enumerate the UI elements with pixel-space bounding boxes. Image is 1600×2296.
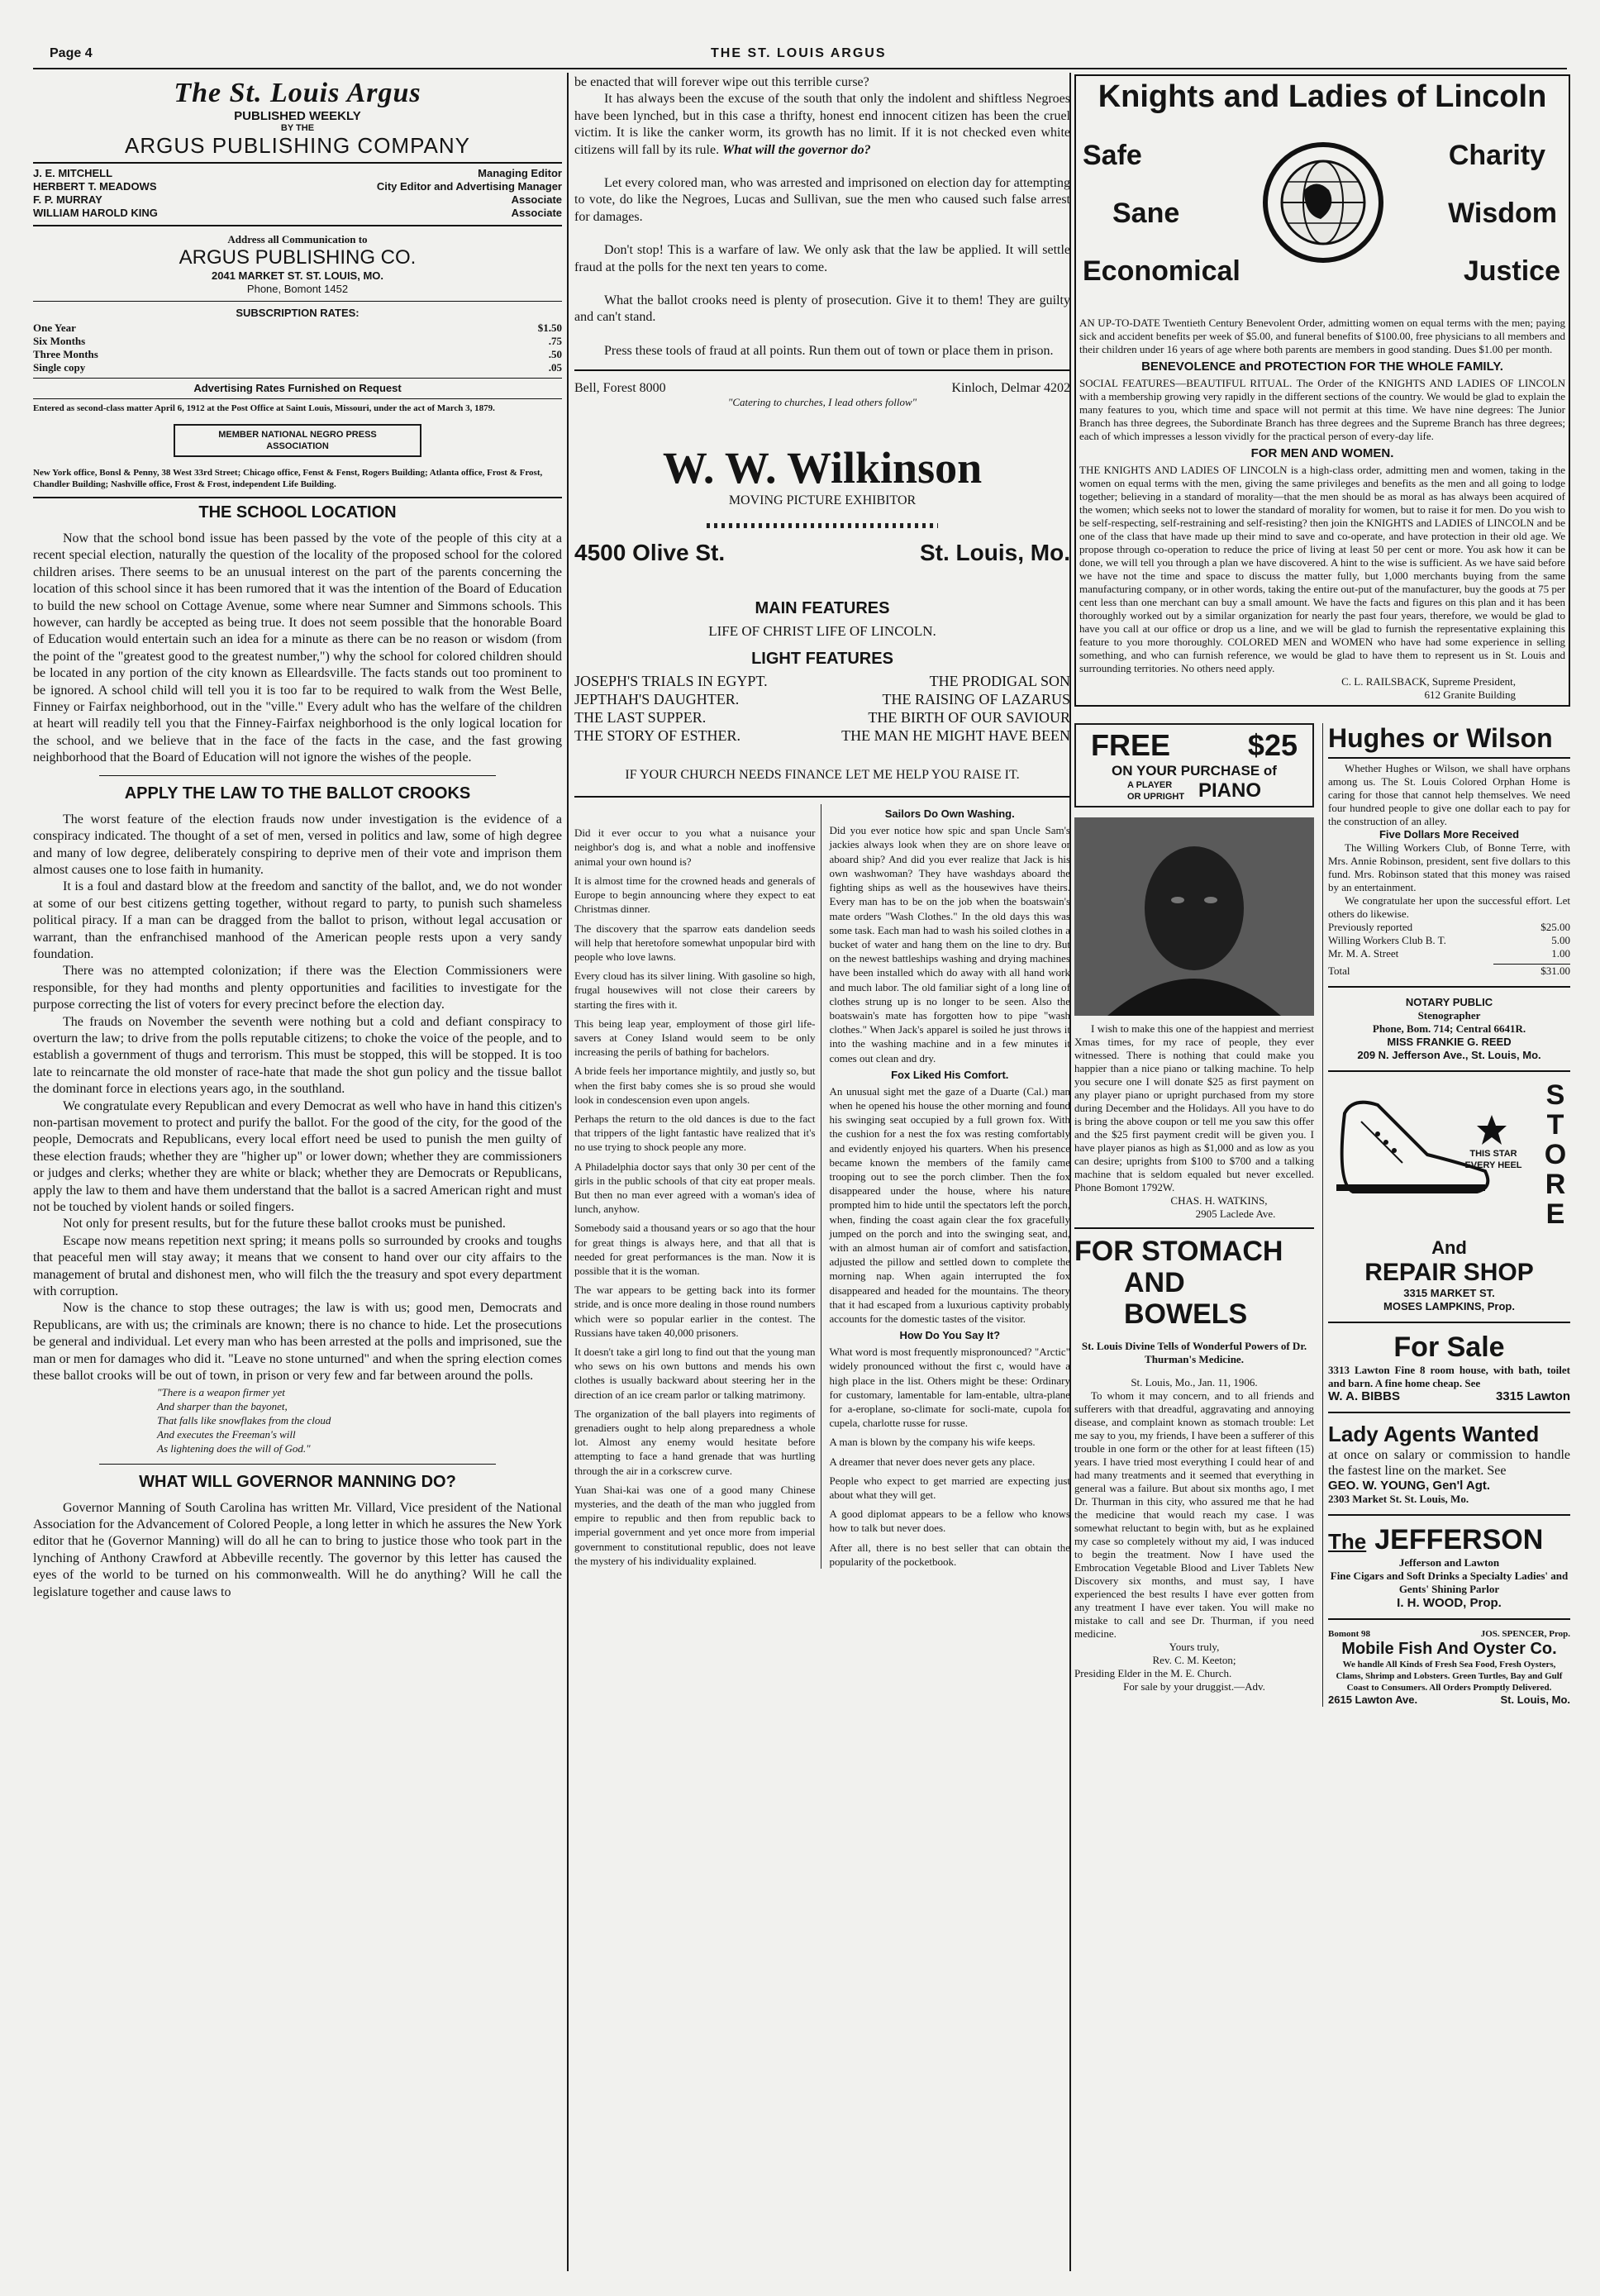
agents-body: at once on salary or commission to handle the fastest line on the market. See <box>1328 1448 1570 1478</box>
lower-left <box>1074 723 1314 1707</box>
saying: A dreamer that never does never gets any place. <box>829 1455 1036 1468</box>
staff-list <box>33 167 562 220</box>
fund-total: $31.00 <box>1540 965 1570 977</box>
jefferson-sub: Jefferson and Lawton <box>1398 1556 1500 1569</box>
header-rule <box>33 68 1567 69</box>
stomach-sig1: Rev. C. M. Keeton; <box>1152 1654 1236 1666</box>
fish-city: St. Louis, Mo. <box>1500 1693 1570 1706</box>
c2-p3: Let every colored man, who was arrested and imprisoned on election day for attempting to vote, do like the Negroes, Lucas and Sullivan, sue the men who caused such false arrest for damages. <box>574 176 1070 224</box>
poem-line: "There is a weapon firmer yet <box>157 1385 285 1398</box>
feature-item: JOSEPH'S TRIALS IN EGYPT. <box>574 673 768 690</box>
piano-purchase: ON YOUR PURCHASE of <box>1112 763 1277 779</box>
wilkinson-phone-right: Kinloch, Delmar 4202 <box>951 381 1070 396</box>
stomach-body: To whom it may concern, and to all friends and sufferers with that dreadful, aggravating and annoying disease, and complaint known as stomach trouble: Let me say to you, my friends, I have been a sufferer of this trouble in one form or the other for at least fifteen (15) years. I have tried most everything I could hear of and had many treatments and it seemed that everything in general was a failure. But about six months ago, I met Dr. Thurman in this city, who assured me that he had the medicine that would reach my case. I was somewhat reluctant to begin with, but as he explained my case so completely without my aid, I was induced to begin the treatment. Now I have used the Embrocation Vegetable Blood and Liver Tablets New Discovery six months, and must say, I have experienced the best results I have ever gotten from any treatment I have ever taken. You will make no mistake to call and see Dr. Thurman, if you need medicine. <box>1074 1389 1315 1640</box>
shoe-store-word: STORE <box>1544 1079 1567 1230</box>
c2-p1: be enacted that will forever wipe out this terrible curse? <box>574 75 869 89</box>
saying: People who expect to get married are expecting just about what they will get. <box>829 1474 1070 1502</box>
shoe-addr: 3315 MARKET ST. <box>1403 1287 1495 1299</box>
ballot-p3: There was no attempted colonization; if there was the Election Commissioners were responsible, for they had months and plenty opportunities and facilities to investigate for the purpose correcting the list of voters for every precinct before the election day. <box>33 964 562 1012</box>
piano-word: PIANO <box>1198 779 1261 802</box>
shoe-prop: MOSES LAMPKINS, Prop. <box>1383 1300 1515 1312</box>
notary-addr: 209 N. Jefferson Ave., St. Louis, Mo. <box>1357 1049 1541 1061</box>
address-label: Address all Communication to <box>227 233 368 245</box>
poem-line: That falls like snowflakes from the cloud <box>157 1413 331 1427</box>
wilkinson-name: W. W. Wilkinson <box>662 443 983 493</box>
ballot-p4: The frauds on November the seventh were nothing but a cold and defiant conspiracy to overturn the law; to drive from the polls reputable citizens; to choke the voice of the people, and to establish a government of thugs and terrorism. This must be stopped, this will be stopped. It is too late to reincarnate the old monster of race-hate that made the shot gun policy and the tissue ballot the dominant force in elections years ago, in the southland. <box>33 1014 562 1097</box>
lower-right <box>1322 723 1570 1707</box>
sub-term: Six Months <box>33 335 86 347</box>
lincoln-formen: FOR MEN AND WOMEN. <box>1250 446 1394 460</box>
c2-p5: What the ballot crooks need is plenty of prosecution. Give it to them! They are guilty and can't stand. <box>574 293 1070 325</box>
hughes-received: Five Dollars More Received <box>1379 828 1520 841</box>
staff-name: WILLIAM HAROLD KING <box>33 207 158 219</box>
fox-title: Fox Liked His Comfort. <box>891 1068 1009 1081</box>
misc-left <box>574 804 821 1569</box>
agents-title: Lady Agents Wanted <box>1328 1422 1540 1446</box>
lincoln-intro: AN UP-TO-DATE Twentieth Century Benevolent Order, admitting women on equal terms with the men; paying sick and accident benefits per week of $5.00, and funeral benefits of $100.00, free physicians to all members and their children under 16 years of age where both parents are members in good standing. Dues $1.00 per month. <box>1079 317 1565 355</box>
staff-role: Managing Editor <box>478 167 562 179</box>
film-strip-ornament <box>707 523 938 528</box>
ballot-p7: Escape now means repetition next spring; it means polls so surrounded by crooks and toughs that peaceful men will stay away; it means that we consent to hand over our city affairs to the management of brutal and dishonest men, who will filch the the treasury and spot every department with corruption. <box>33 1233 562 1299</box>
fund-amount: 1.00 <box>1551 947 1570 960</box>
ballot-p6: Not only for present results, but for the future these ballot crooks must be punished. <box>63 1217 506 1231</box>
agents-addr: 2303 Market St. St. Louis, Mo. <box>1328 1493 1469 1505</box>
wilkinson-phone-left: Bell, Forest 8000 <box>574 381 666 396</box>
wilkinson-finance: IF YOUR CHURCH NEEDS FINANCE LET ME HELP YOU RAISE IT. <box>625 768 1020 783</box>
entered-notice: Entered as second-class matter April 6, 1912 at the Post Office at Saint Louis, Missouri, under the act of March 3, 1879. <box>33 403 495 413</box>
lincoln-benevolence: BENEVOLENCE and PROTECTION FOR THE WHOLE FAMILY. <box>1141 360 1503 374</box>
staff-name: F. P. MURRAY <box>33 193 102 206</box>
agents-name: GEO. W. YOUNG, Gen'l Agt. <box>1328 1479 1491 1493</box>
shoe-repair: REPAIR SHOP <box>1364 1259 1534 1286</box>
hughes-body: Whether Hughes or Wilson, we shall have orphans among us. The St. Louis Colored Orphan Home is caring for those that cannot help themselves. We need four hundred people to give one dollar each to pay for the construction of an alley. <box>1328 762 1570 827</box>
feature-item: THE LAST SUPPER. <box>574 709 707 726</box>
portrait-icon <box>1074 817 1314 1016</box>
member-badge: MEMBER NATIONAL NEGRO PRESS ASSOCIATION <box>174 424 421 457</box>
fund-label: Mr. M. A. Street <box>1328 947 1399 960</box>
misc-paragraph: It is almost time for the crowned heads and generals of Europe to begin announcing where they expect to eat Christmas dinner. <box>574 874 816 916</box>
sailors-body: Did you ever notice how spic and span Uncle Sam's jackies always look when they are on shore leave or aboard ship? And did you ever realize that Jack is his own washwoman? They have washdays aboard the fighting ships as well as the housewives have theirs. Every man has to be on the job when the boatswain's mate orders "Wash Clothes." In the old days this was some task. Each man had to wash his soiled clothes in a bucket of water and hang them on the line to dry. But on the newest battleships washing and drying machines have been installed which do away with all hand work and much labor. The old familiar sight of a long line of clothes strung up is no longer to be seen. Also the boatswain's mate has forgotten how to pipe "wash clothes." When Jack's apparel is soiled he just throws it into the washing machine and in a few minutes it comes out clean and dry. <box>829 824 1070 1065</box>
stomach-sale: For sale by your druggist.—Adv. <box>1123 1680 1265 1693</box>
piano-free: FREE <box>1091 728 1171 762</box>
jefferson-body: Fine Cigars and Soft Drinks a Specialty Ladies' and Gents' Shining Parlor <box>1330 1570 1569 1595</box>
sub-term: One Year <box>33 322 76 334</box>
misc-paragraph: A bride feels her importance mightily, and justly so, but when the first baby comes she is so proud she would look in condescension even upon angels. <box>574 1065 816 1106</box>
sailors-title: Sailors Do Own Washing. <box>884 807 1015 821</box>
manning-body: Governor Manning of South Carolina has written Mr. Villard, Vice president of the National Association for the Advancement of Colored People, a long letter in which he assures the New York editor that he (Governor Manning) will do all he can to bring to justice those who took part in the lynching of Anthony Crawford at Abbeville recently. The governor by this letter has caused the eyes of the world to be turned on his commonwealth. Will he do anything? Will he call the legislature together and cause laws to <box>33 1500 562 1599</box>
forsale-name: W. A. BIBBS <box>1328 1389 1400 1403</box>
lincoln-body: THE KNIGHTS AND LADIES OF LINCOLN is a high-class order, admitting men and women, taking in the women on equal terms with the men, giving the same privileges and benefits as the men and all going to lodge together; believing in a standard of morality—that the men should be as moral as has always been acquired of the women; which seeks not to lower the standard of morality for women, but to raise it for men. Do you wish to be self-respecting, self-restraining and self-resisting? then join the KNIGHTS and LADIES of LINCOLN and be one of the class that have made up their mind to save and co-operate, and have protection in their old age. We propose through co-operation to reduce the price of living at least 50 per cent or more. You ask how it can be done, we will tell you through a plan we have discovered. A hint to the wise is sufficient. As we have said before we have not the time and space to discuss the matter fully, but 1,000 merchants buying from the same manufacturing company, or in other words, taking the entire out-put of the manufacturer, buy the goods at 75 per cent less than one merchant can buy a small amount. We have the facts and figures on this plan and it has been thoroughly worked out by a similar organization for nearly the past four years, therefore, we would be glad to have you call at our office or drop us a line, and we will be glad to furnish the representative explaining this feature to you more thoroughly. COLORED MEN and WOMEN who have had some experience in selling something, and who can furnish reference, we would be glad to have them to represent us in St. Louis and surrounding territories. No others need apply. <box>1079 464 1565 674</box>
hughes-title: Hughes or Wilson <box>1328 723 1553 753</box>
saying: After all, there is no best seller that can obtain the popularity of the pocketbook. <box>829 1541 1070 1568</box>
piano-player: A PLAYER OR UPRIGHT <box>1126 780 1185 802</box>
ballot-poem <box>157 1385 562 1455</box>
notary-title: NOTARY PUBLIC <box>1405 996 1493 1008</box>
lincoln-title: Knights and Ladies of Lincoln <box>1098 79 1547 114</box>
piano-sig1: CHAS. H. WATKINS, <box>1170 1194 1268 1207</box>
staff-role: Associate <box>511 207 562 219</box>
say-title: How Do You Say It? <box>899 1329 1001 1342</box>
saying: A man is blown by the company his wife keeps. <box>829 1436 1036 1449</box>
c2-p2-text: It has always been the excuse of the south that only the indolent and shiftless Negroes have been lynched, but in this case a thrifty, honest end innocent citizen has been the cruel victim. It is like the canker worm, its growth has no limit. If it is not checked even white citizens will fall by its rule. <box>574 92 1070 157</box>
staff-role: Associate <box>511 193 562 206</box>
lincoln-word-safe: Safe <box>1083 140 1142 171</box>
wilkinson-ad <box>574 381 1070 783</box>
piano-amount: $25 <box>1247 728 1298 762</box>
sub-price: .50 <box>548 348 562 360</box>
hughes-body2: The Willing Workers Club, of Bonne Terre, with Mrs. Annie Robinson, president, sent five dollars to this fund. Mrs. Robinson stated that this money was raised by an entertainment. <box>1328 841 1570 893</box>
light-features-title: LIGHT FEATURES <box>751 650 893 669</box>
lincoln-word-wisdom: Wisdom <box>1448 198 1557 229</box>
sub-term: Three Months <box>33 348 98 360</box>
lincoln-word-sane: Sane <box>1112 198 1180 229</box>
notary-sub: Stenographer <box>1417 1009 1481 1022</box>
misc-paragraph: It doesn't take a girl long to find out that the young man who sews on his own buttons and mends his own clothes is usually backward about steering her in the direction of an ice cream parlor or talking matrimony. <box>574 1345 816 1401</box>
fund-label: Previously reported <box>1328 921 1413 933</box>
stomach-sig2: Presiding Elder in the M. E. Church. <box>1074 1667 1232 1679</box>
ballot-p2: It is a foul and dastard blow at the freedom and sanctity of the ballot, and, we do not wonder at some of our best citizens getting together, without regard to party, to punish such shameless political piracy. If a man can be dragged from the ballot to prison, without legal accusation or warrant, than the enfranchised manhood of the American people rests upon a very sandy foundation. <box>33 879 562 961</box>
address-company: ARGUS PUBLISHING CO. <box>179 246 417 269</box>
masthead-company: ARGUS PUBLISHING COMPANY <box>125 133 470 158</box>
fish-body: We handle All Kinds of Fresh Sea Food, Fresh Oysters, Clams, Shrimp and Lobsters. Green Turtles, Bay and Gulf Coast to Consumers. All Orders Promptly Delivered. <box>1336 1660 1563 1693</box>
lower-ads <box>1074 723 1570 1707</box>
notary-name: MISS FRANKIE G. REED <box>1387 1036 1512 1048</box>
subscription-list <box>33 322 562 374</box>
advertising-rates: Advertising Rates Furnished on Request <box>193 382 402 394</box>
shoe-icon <box>1328 1088 1493 1204</box>
misc-items <box>574 804 1070 1569</box>
fish-bomont: Bomont 98 <box>1328 1629 1371 1639</box>
misc-paragraph: Did it ever occur to you what a nuisance your neighbor's dog is, and what a noble and inoffensive animal your own hound is? <box>574 826 816 868</box>
main-features-title: MAIN FEATURES <box>755 599 890 618</box>
piano-sig2: 2905 Laclede Ave. <box>1195 1208 1276 1220</box>
lincoln-word-justice: Justice <box>1463 255 1560 287</box>
saying: A good diplomat appears to be a fellow who knows how to talk but never does. <box>829 1508 1070 1535</box>
lincoln-sig2: 612 Granite Building <box>1424 688 1516 701</box>
wilkinson-catering: "Catering to churches, I lead others follow" <box>727 396 917 409</box>
column-3 <box>1074 74 1570 2273</box>
feature-item: JEPTHAH'S DAUGHTER. <box>574 691 740 708</box>
piano-body: I wish to make this one of the happiest and merriest Xmas times, for my race of people, they ever witnessed. There is nothing that could make you happier than a nice piano or talking machine. To help you secure one I will donate $25 as first payment on any player piano or upright purchased from my store during December and the Holidays. All you have to do is bring the above coupon or tell me you saw this offer and the $25 first payment credit will be given you. I have player pianos as high as $1,000 and as low as you can desire; uprights from $100 to $700 and a talking machine that is seldom equaled but never excelled. Phone Bomont 1792W. <box>1074 1022 1314 1193</box>
staff-role: City Editor and Advertising Manager <box>376 180 562 193</box>
feature-item: THE BIRTH OF OUR SAVIOUR <box>868 709 1070 726</box>
jefferson-the: The <box>1328 1529 1367 1554</box>
misc-paragraph: The war appears to be getting back into its former stride, and is once more dealing in those round numbers which were so popular earlier in the contest. The Russians have taken 40,000 prisoners. <box>574 1284 816 1339</box>
wilkinson-city: St. Louis, Mo. <box>920 540 1070 566</box>
light-features-list <box>574 672 1070 745</box>
stomach-sub: St. Louis Divine Tells of Wonderful Powers of Dr. Thurman's Medicine. <box>1081 1340 1307 1365</box>
sub-term: Single copy <box>33 361 86 374</box>
address-street: 2041 MARKET ST. ST. LOUIS, MO. <box>211 269 384 282</box>
forsale-title: For Sale <box>1393 1331 1505 1363</box>
address-phone: Phone, Bomont 1452 <box>246 283 349 295</box>
stomach-title1: FOR STOMACH <box>1074 1236 1283 1267</box>
stomach-yours: Yours truly, <box>1169 1641 1220 1653</box>
c2-p2-em: What will the governor do? <box>722 142 871 157</box>
misc-paragraph: The organization of the ball players into regiments of grenadiers ought to help along preparedness a whole lot. Almost any enemy would hesitate before attempting to face a hand grenade that was hurtling through the air in a corkscrew curve. <box>574 1407 816 1477</box>
ballot-title: APPLY THE LAW TO THE BALLOT CROOKS <box>124 784 471 803</box>
shoe-ad <box>1328 1080 1570 1229</box>
c2-p2 <box>574 91 1070 159</box>
misc-paragraph: A Philadelphia doctor says that only 30 per cent of the girls in the public schools of that city eat proper meals. But then no man ever agreed with a woman's idea of lunch, anyhow. <box>574 1160 816 1216</box>
shoe-and: And <box>1431 1237 1467 1258</box>
main-features-items: LIFE OF CHRIST LIFE OF LINCOLN. <box>708 623 936 640</box>
c2-p6: Press these tools of fraud at all points. Run them out of town or place them in prison. <box>604 343 1054 358</box>
poem-line: And sharper than the bayonet, <box>157 1399 288 1412</box>
piano-coupon <box>1074 723 1314 807</box>
lincoln-seal-icon <box>1263 120 1383 285</box>
hughes-body3: We congratulate her upon the successful effort. Let others do likewise. <box>1328 894 1570 920</box>
staff-name: HERBERT T. MEADOWS <box>33 180 157 193</box>
star-icon <box>1475 1113 1508 1146</box>
poem-line: As lightening does the will of God." <box>157 1441 311 1455</box>
jefferson-head <box>1328 1524 1570 1556</box>
ballot-p5: We congratulate every Republican and every Democrat as well who have in hand this citizen's non-partisan movement to protect and purify the ballot. For the good of the city, for the good of the people, Democrats and Republicans, every local effort need be used to punish the men guilty of these election frauds; whether they are "higher up" or lower down; whether they are commissioners or judges and clerks; whether they are white or black; whether they are Democrats or Republicans, apply the law to them and have them understand that the ballot is a sacred American right and must not be touched by violent hands or soiled fingers. <box>33 1098 562 1215</box>
school-title: THE SCHOOL LOCATION <box>198 503 397 522</box>
sub-price: .05 <box>548 361 562 374</box>
misc-paragraph: The discovery that the sparrow eats dandelion seeds will help that heretofore somewhat unpopular bird with people who love lawns. <box>574 922 816 963</box>
misc-paragraph: Perhaps the return to the old dances is due to the fact that trippers of the light fantastic have realized that it's no use trying to shock people any more. <box>574 1112 816 1154</box>
column-1 <box>33 74 562 2273</box>
lincoln-word-charity: Charity <box>1448 140 1545 171</box>
page-number: Page 4 <box>50 46 93 60</box>
notary-phone: Phone, Bom. 714; Central 6641R. <box>1372 1022 1526 1035</box>
wilkinson-subtitle: MOVING PICTURE EXHIBITOR <box>728 493 917 508</box>
forsale-addr: 3315 Lawton <box>1495 1389 1570 1403</box>
say-body: What word is most frequently mispronounced? "Arctic" widely pronounced without the first c, would have a high place in the list. Others might be these: Ordinary for customary, lamentable for lam-entable, ultra-plane for a-eroplane, so-climate for socli-mate, cupola for cupela, charlotte russe for russe. <box>829 1346 1070 1430</box>
staff-name: J. E. MITCHELL <box>33 167 113 179</box>
fund-total-label: Total <box>1328 965 1350 977</box>
poem-line: And executes the Freeman's will <box>157 1427 296 1441</box>
ballot-p1: The worst feature of the election frauds now under investigation is the evidence of a conspiracy indicated. The thought of a set of men, versed in politics and law, some of high degree and many of low degree, deliberately conspiring to deprive men of their vote and imprison them almost causes one to lose faith in humanity. <box>33 812 562 877</box>
wilkinson-address: 4500 Olive St. <box>574 540 726 566</box>
fish-prop: JOS. SPENCER, Prop. <box>1480 1629 1570 1639</box>
feature-item: THE STORY OF ESTHER. <box>574 727 741 745</box>
jefferson-prop: I. H. WOOD, Prop. <box>1397 1596 1502 1610</box>
feature-item: THE PRODIGAL SON <box>929 673 1070 690</box>
offices-notice: New York office, Bonsl & Penny, 38 West 33rd Street; Chicago office, Fenst & Fenst, Rogers Building; Atlanta office, Frost & Frost, Chandler Building; Nashville office, Frost & Frost, independent Life Building. <box>33 468 543 489</box>
lincoln-social: SOCIAL FEATURES—BEAUTIFUL RITUAL. The Order of the KNIGHTS AND LADIES OF LINCOLN with a membership growing very rapidly in the different sections of the country. We would be glad to explain the many features to you, which time and space will not permit at this time. We have nine degrees: The Junior Branch has three degrees, the Subordinate Branch has three degrees and the Supreme Branch has three degrees; each of which impresses a lesson vividly for the practical person of every-day life. <box>1079 377 1565 442</box>
stomach-date: St. Louis, Mo., Jan. 11, 1906. <box>1131 1376 1258 1389</box>
paper-name: THE ST. LOUIS ARGUS <box>711 46 887 60</box>
masthead-title: The St. Louis Argus <box>174 78 421 108</box>
misc-paragraph: This being leap year, employment of those girl life-savers at Coney Island would seem to be only increasing the perils of bathing for bachelors. <box>574 1017 816 1059</box>
column-rule-1 <box>567 73 569 2271</box>
stomach-title2: AND BOWELS <box>1124 1267 1248 1330</box>
subscription-title: SUBSCRIPTION RATES: <box>236 307 360 319</box>
fish-title: Mobile Fish And Oyster Co. <box>1341 1640 1557 1658</box>
lincoln-sig1: C. L. RAILSBACK, Supreme President, <box>1341 675 1516 688</box>
lincoln-ad <box>1074 74 1570 707</box>
lincoln-banner <box>1079 115 1565 313</box>
portrait-image <box>1074 817 1314 1016</box>
misc-paragraph: Yuan Shai-kai was one of a good many Chinese mysteries, and the death of the man who juggled from empire to republic and then from republic back to imperial government and yet once more from imperial government to constitutional republic, does not leave the mystery of his individuality explained. <box>574 1483 816 1567</box>
ballot-p8: Now is the chance to stop these outrages; the law is with us; good men, Democrats and Republicans, are with us; the criminals are known; there is no chance to hide. Let the prosecutions be general and individual. Let every man who has been arrested at the polls and imprisoned, sue the man or men for damages who did it. "Leave no stone unturned" and when the spring election comes these ballot crooks will be out of town, in prison or very few and far between around the polls. <box>33 1301 562 1384</box>
lincoln-word-economical: Economical <box>1083 255 1240 287</box>
fund-amount: $25.00 <box>1540 921 1570 933</box>
fund-amount: 5.00 <box>1551 934 1570 946</box>
column-2 <box>574 74 1070 2273</box>
school-body: Now that the school bond issue has been passed by the vote of the people of this city at a recent special election, naturally the question of the locality of the proposed school for the colored children arises. There seems to be an unusual interest on the part of the parents concerning the location of this school since it has been rumored that it was the intention of the Board of Education to build the new school on Cottage Avenue, some where near Sumner and Simmons schools. This however, can hardly be accepted as being true. It does not seem possible that the honorable Board of Education would entertain such an idea for a minute as there can be no reason or wisdom (from the point of the "greatest good to the greatest number,") why the school for colored children should be located in any portion of the city known as Elleardsville. The facts stands out too prominent to be ignored. A school child will tell you it is too far to be required to walk from the West Belle, Finney or Fairfax neighborhood, out in the "ville." Every adult who has the welfare of the children at heart will readily tell you that the Finney-Fairfax neighborhood is the only logical location for the school, and we believe that in the face of the facts in the case, and the fast growing neighborhood that the Board of Education will not ignore the wishes of the people. <box>33 531 562 765</box>
feature-item: THE RAISING OF LAZARUS <box>882 691 1070 708</box>
masthead-weekly: PUBLISHED WEEKLY <box>234 109 361 123</box>
shoe-star-text: THIS STAR EVERY HEEL <box>1464 1149 1522 1170</box>
masthead-by: BY THE <box>280 123 315 133</box>
fund-label: Willing Workers Club B. T. <box>1328 934 1446 946</box>
sub-price: .75 <box>548 335 562 347</box>
misc-paragraph: Every cloud has its silver lining. With gasoline so high, frugal housewives will not close their careers by starting the fires with it. <box>574 969 816 1011</box>
jefferson-title: JEFFERSON <box>1374 1524 1544 1555</box>
manning-title: WHAT WILL GOVERNOR MANNING DO? <box>139 1472 456 1491</box>
sub-price: $1.50 <box>537 322 562 334</box>
misc-right <box>830 804 1071 1569</box>
fish-addr: 2615 Lawton Ave. <box>1328 1693 1418 1706</box>
fox-body: An unusual sight met the gaze of a Duarte (Cal.) man when he opened his house the other morning and found his swinging seat occupied by a full grown fox. With the cushion for a nest the fox was resting comfortably and evidently enjoyed his quarters. When his presence became known the members of the family came trooping out to see the porch climber. Then the fox disappeared under the house, where his nature prompted him to hide until the spectators left the porch, when, finding the coast again clear the fox gracefully jumped on the porch and into the swinging seat, and, with an almost human air of comfort and satisfaction, adjusted the pillow and settled down to complete the morning nap. When again interrupted the fox disappeared and headed for the mountains. The theory that it had escaped from a luxurious captivity probably accounts for the domestic tastes of the visitor. <box>829 1084 1070 1325</box>
feature-item: THE MAN HE MIGHT HAVE BEEN <box>841 727 1070 745</box>
c2-p4: Don't stop! This is a warfare of law. We only ask that the law be applied. It will settle fraud at the polls for the next ten years to come. <box>574 243 1070 274</box>
misc-paragraph: Somebody said a thousand years or so ago that the hour for great things is always here, and that all that is needed for great performances is the man. Now it is possible that it is the woman. <box>574 1222 816 1277</box>
forsale-body: 3313 Lawton Fine 8 room house, with bath, toilet and barn. A fine home cheap. See <box>1328 1364 1570 1389</box>
